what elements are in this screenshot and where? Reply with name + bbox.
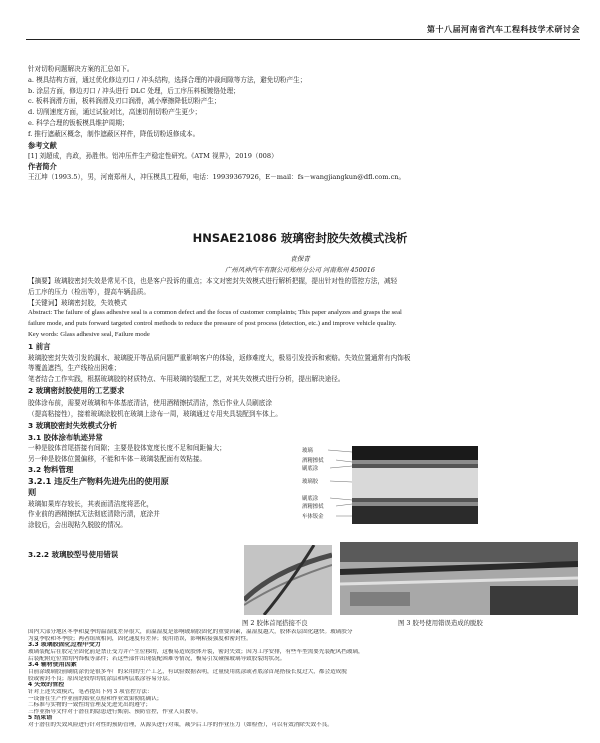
paragraph-line: 另一种是胶体位置偏移，不能和车体－玻璃装配面有效粘接。 — [28, 454, 207, 463]
article-affiliation: 广州风神汽车有限公司郑州分公司 河南郑州 450016 — [225, 266, 375, 274]
figure-3-photo — [340, 542, 578, 615]
article-author: 袁保青 — [290, 255, 310, 263]
references-heading: 参考文献 — [28, 140, 57, 150]
paragraph-line: 作业前的酒精擦拭无法彻底清除污渍，底涂并 — [28, 510, 160, 519]
subsection-heading: 3.2.2 玻璃胶型号使用错误 — [28, 550, 119, 559]
article-title: HNSAE21086 玻璃密封胶失效模式浅析 — [192, 231, 408, 245]
subsection-heading: 3.1 胶体涂布轨迹异常 — [28, 432, 103, 442]
figure-3-caption: 图 3 胶号使用错误造成的脱胶 — [398, 619, 483, 627]
figure-1-diagram — [300, 438, 478, 536]
author-bio-heading: 作者简介 — [28, 162, 57, 172]
figure-label: 玻璃胶 — [302, 479, 319, 485]
primer-layer — [352, 464, 478, 468]
paragraph-line: 玻璃胶密封失效引发的漏水、玻璃脱开等品质问题严重影响客户的体验，返修难度大，极易引发投诉和索赔。失效位置通常有内饰板 — [28, 353, 411, 362]
control-item: 三作业指导文件对于潜在的隐患进行甄别、预防管控，作业人员教导。 — [28, 708, 202, 715]
section-heading: 3 玻璃胶密封失效模式分析 — [28, 421, 118, 430]
paragraph-line: 目前涂玻璃胶前刷底涂仍是很多车厂的采用的生产工艺，有试验数据表明，过量使用底涂或者底涂首尾搭接长度过大，都会造成脱 — [28, 668, 347, 675]
solution-item: e. 科学合理的钣板模具维护周期； — [28, 118, 129, 127]
paragraph-line: 玻璃装配后在胶完全固化前是禁止受力并产生位移的，这极易造成胶体开裂，密封失效；因为工序安排，有些车型需要先装配风挡玻璃， — [28, 648, 364, 655]
paragraph-line: 国内大部分地区冬季和夏季的温湿度差异很大，而温湿度是影响玻璃胶固化的重要因素，温湿度越大，胶体表层固化越快。玻璃胶分 — [28, 629, 353, 635]
abstract-en — [28, 308, 580, 340]
glass-layer — [352, 446, 478, 460]
paragraph-line: 涂胶后，会出现粘久脱胶的情况。 — [28, 520, 127, 529]
paragraph-line: 胶体涂布前，需要对玻璃和车体基底清洁，使用酒精擦拭清洁，然后作业人员刷底涂 — [28, 399, 272, 407]
paragraph-line: （提高粘接性），接着玻璃涂胶机在玻璃上涂布一周，玻璃通过专用夹具装配到车体上。 — [28, 409, 282, 418]
section-3-2-2-heading-block — [28, 549, 242, 561]
abstract-block — [28, 276, 580, 341]
paragraph-line: 笔者结合工作实践，根据玻璃胶的材质特点、车用玻璃的装配工艺，对其失效模式进行分析，提出解决途径。 — [28, 375, 345, 384]
body-sheet-metal-layer — [352, 506, 478, 524]
subsection-heading: 3.2.1 违反生产物料先进先出的使用原 — [28, 475, 169, 486]
section-heading: 1 前言 — [28, 342, 51, 351]
section-heading: 2 玻璃密封胶使用的工艺要求 — [28, 385, 125, 395]
solution-intro: 针对切粉问题解决方案的汇总如下。 — [28, 65, 134, 73]
control-item: 二标准与实物的一致性的管理及先进先出的遵守； — [28, 702, 152, 709]
alcohol-wipe-layer — [352, 460, 478, 464]
subsection-heading: 则 — [28, 487, 37, 498]
figure-label: 酒精擦拭 — [302, 458, 324, 464]
paragraph-line: 胶或密封不良；原因是较厚的底涂层和两层底涂容易分层。 — [28, 675, 174, 682]
control-item: 一设备在生产作业前的始业点检和作业效果彻底确认； — [28, 695, 163, 702]
figure-label: 酒精擦拭 — [302, 504, 324, 510]
solution-item: c. 板料润滑方面，板料润滑及刃口润滑，减小摩擦降低切粉产生； — [28, 97, 221, 106]
section-3-column — [28, 420, 264, 530]
paragraph-line: 一种是胶体首尾搭接有间隙；主要是胶体宽度长度不足和间距偏大； — [28, 444, 226, 452]
full-width-text — [28, 629, 580, 729]
paragraph-line: 后装配附近位置的内饰板等部件；若这些部件出现装配困难等情况，极易引发碰撞玻璃导致胶裂的状况。 — [28, 655, 286, 662]
reference-item: [1] 刘超成，冉政，孙胜伟。铝冲压件生产稳定性研究。《ATM 视界》，2019（008） — [28, 151, 278, 160]
figure-label: 车体钣金 — [302, 514, 324, 520]
abstract-en-line: Abstract: The failure of glass adhesive seal is a common defect and the focus of customer complaints; This paper analyzes and grasps the seal — [28, 309, 402, 317]
solution-item: b. 涂层方面，修边刃口 / 冲头进行 DLC 处理，后工序压料板镀铬处理； — [28, 86, 240, 95]
paragraph-line: 玻璃如果库存较长，其表面清洁度将恶化， — [28, 499, 154, 508]
paragraph-line: 针对上述失效模式，笔者提出下列 3 项管控方法： — [28, 688, 153, 695]
alcohol-wipe-layer — [352, 502, 478, 506]
solution-item: f. 推行遮蔽区概念，制作遮蔽区样件，降低切粉返修成本。 — [28, 129, 200, 138]
previous-article-tail — [28, 64, 580, 183]
adhesive-layer — [352, 468, 478, 498]
section-heading: 4 失效的管控 — [28, 682, 65, 689]
figure-2-photo — [244, 545, 332, 615]
paragraph-line: 为夏季胶和冬季胶；两者组成相同，固化速度有差异；使用错误，影响粘接强度和密封性。 — [28, 635, 252, 642]
figure-label: 刷底涂 — [302, 496, 319, 502]
solution-item: d. 切削速度方面，通过试验对比，高速切削切粉产生更少； — [28, 108, 202, 117]
section-3-2-2-body — [28, 561, 580, 572]
running-head: 第十八届河南省汽车工程科技学术研讨会 — [26, 24, 580, 40]
keywords-en: Key words: Glass adhesive seal, Failure mode — [28, 330, 150, 338]
subsection-heading: 3.3 玻璃胶固化过程中受力 — [28, 642, 101, 649]
author-bio: 王江坤（1993.5），男，河南郑州人，冲压模具工程师，电话：19939367926，E－mail：fs－wangjiangkun@dfl.com.cn。 — [28, 173, 406, 182]
solution-item: a. 模具结构方面，通过优化修边刃口 / 冲头结构，选择合理的冲裁间隙等方法，避免切粉产生； — [28, 75, 307, 84]
subsection-heading: 3.4 辅材使用因素 — [28, 662, 77, 669]
figure-2-caption: 图 2 胶体首尾搭接不良 — [242, 619, 308, 627]
abstract-cn-line: 【摘要】玻璃胶密封失效是常见不良，也是客户投诉的重点；本文对密封失效模式进行解析把握，提出针对性的管控方法，减轻 — [28, 277, 398, 285]
section-2-body — [28, 398, 428, 419]
abstract-cn-line: 后工序的压力（检出等），提高车辆品质。 — [28, 287, 150, 296]
subsection-heading: 3.2 物料管理 — [28, 465, 74, 475]
paragraph-line: 等覆盖遮挡，生产线检出困难； — [28, 364, 121, 373]
figure-label: 刷底涂 — [302, 466, 319, 472]
figure-label: 玻璃 — [302, 448, 313, 454]
section-1 — [28, 341, 580, 396]
abstract-en-line: failure mode, and puts forward targeted control methods to reduce the pressure of post process (detection, etc.) and improve vehicle quality. — [28, 320, 397, 328]
paragraph-line: 对于潜在的失效风险进行针对性的预防管理，从源头进行对策，减少后工序的作业压力（如检查），可以有效消除失效不良。 — [28, 722, 333, 729]
section-heading: 5 结束语 — [28, 715, 53, 722]
primer-layer — [352, 498, 478, 502]
keywords-cn: 【关键词】玻璃密封胶，失效模式 — [28, 298, 127, 307]
